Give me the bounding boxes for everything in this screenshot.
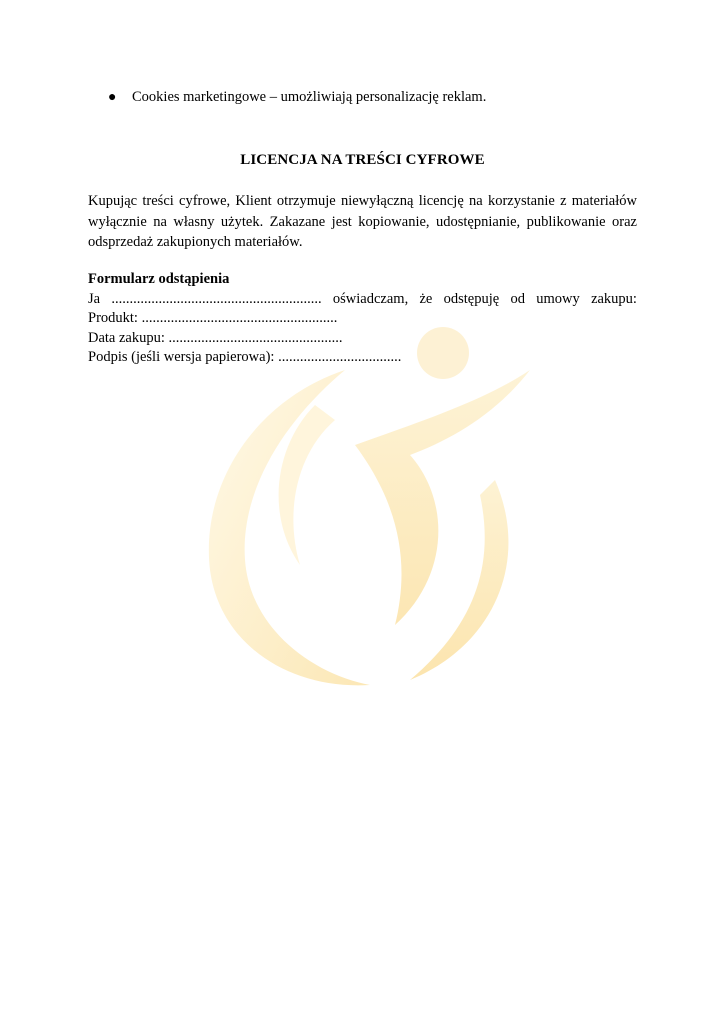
- watermark-inner-swirl: [279, 405, 335, 565]
- form-word: że: [419, 290, 433, 307]
- form-word: od: [510, 290, 525, 307]
- bullet-text: Cookies marketingowe – umożliwiają personalizację reklam.: [132, 89, 487, 105]
- form-line-declaration: [88, 290, 637, 310]
- watermark-figure-body: [355, 370, 530, 625]
- bullet-list-item: [108, 89, 628, 106]
- form-line-signature: Podpis (jeśli wersja papierowa): ..................................: [88, 349, 402, 365]
- form-dots: ..........................................................: [111, 290, 322, 307]
- watermark-arc-right: [410, 480, 508, 680]
- form-word: odstępuję: [443, 290, 500, 307]
- form-word: oświadczam,: [332, 290, 409, 307]
- watermark-arc-left: [209, 370, 370, 685]
- license-paragraph: Kupując treści cyfrowe, Klient otrzymuje niewyłączną licencję na korzystanie z materiałów wyłącznie na własny użytek. Zakazane jest kopiowanie, udostępnianie, publikowanie oraz odsprzedaż zakupionych materiałów.: [88, 193, 637, 250]
- form-line-purchase-date: Data zakupu: ................................................: [88, 329, 343, 346]
- withdrawal-form: [88, 270, 637, 368]
- bullet-marker: ●: [108, 90, 117, 105]
- form-word: umowy: [536, 290, 580, 307]
- form-word: Ja: [88, 290, 101, 307]
- section-title: LICENCJA NA TREŚCI CYFROWE: [240, 152, 485, 168]
- form-word: zakupu:: [591, 290, 637, 307]
- form-heading: Formularz odstąpienia: [88, 271, 230, 287]
- logo-watermark: [195, 325, 535, 695]
- form-line-product: Produkt: ......................................................: [88, 310, 338, 326]
